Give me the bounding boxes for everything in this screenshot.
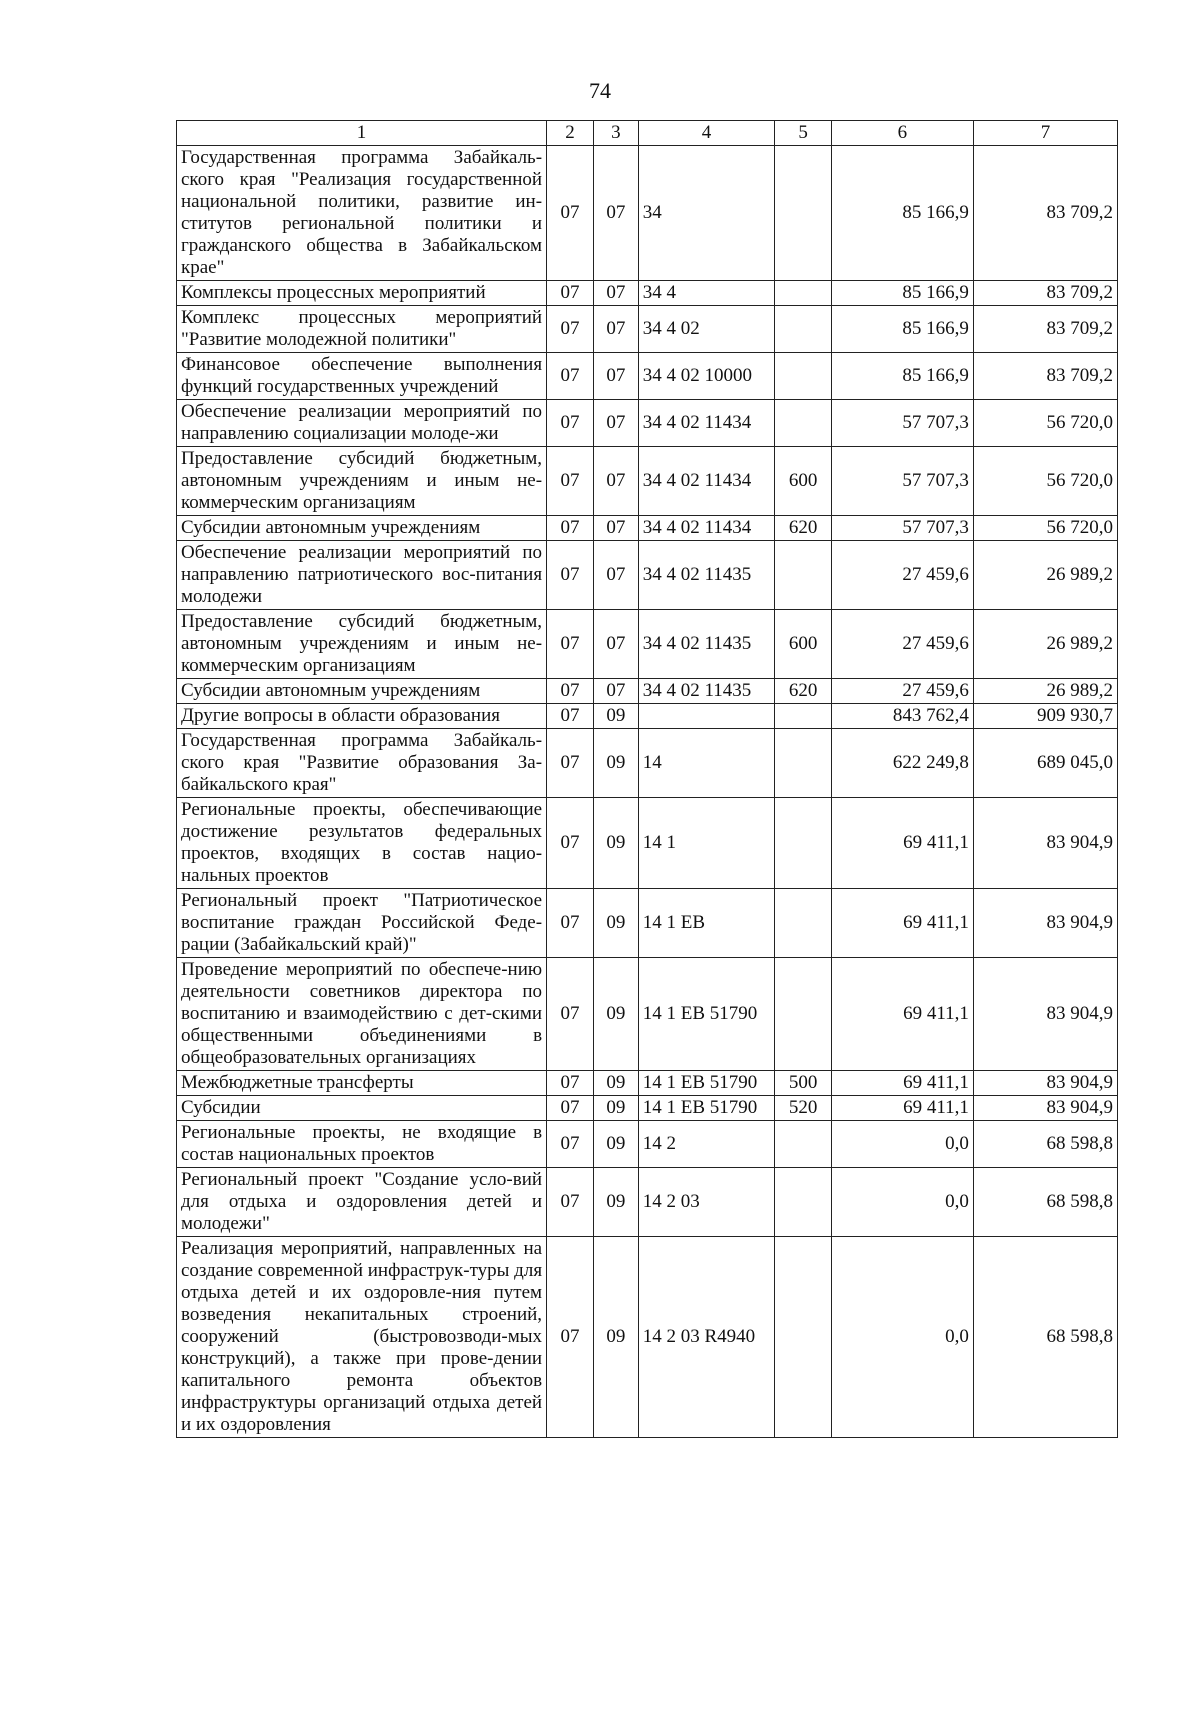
target-article-cell: 34 4 02 11435 bbox=[638, 610, 774, 679]
section-code-cell: 07 bbox=[547, 447, 594, 516]
row-name-cell: Региональный проект "Создание усло-вий для отдыха и оздоровления детей и молодежи" bbox=[177, 1168, 547, 1237]
amount-year2-cell: 83 709,2 bbox=[973, 353, 1117, 400]
amount-year1-cell: 622 249,8 bbox=[831, 729, 973, 798]
target-article-cell: 14 1 ЕВ 51790 bbox=[638, 1071, 774, 1096]
column-header: 4 bbox=[638, 121, 774, 146]
expense-type-cell bbox=[775, 1168, 832, 1237]
row-name-cell: Региональный проект "Патриотическое воспитание граждан Российской Феде-рации (Забайкальский край)" bbox=[177, 889, 547, 958]
row-name-cell: Государственная программа Забайкаль-ского края "Развитие образования За-байкальского края" bbox=[177, 729, 547, 798]
subsection-code-cell: 07 bbox=[594, 146, 639, 281]
expense-type-cell bbox=[775, 541, 832, 610]
target-article-cell: 14 1 ЕВ 51790 bbox=[638, 1096, 774, 1121]
expense-type-cell bbox=[775, 1237, 832, 1438]
row-name-cell: Финансовое обеспечение выполнения функций государственных учреждений bbox=[177, 353, 547, 400]
table-row bbox=[177, 447, 1118, 516]
amount-year1-cell: 85 166,9 bbox=[831, 281, 973, 306]
amount-year1-cell: 27 459,6 bbox=[831, 541, 973, 610]
subsection-code-cell: 07 bbox=[594, 541, 639, 610]
target-article-cell: 34 4 02 11435 bbox=[638, 679, 774, 704]
row-name-cell: Реализация мероприятий, направленных на создание современной инфраструк-туры для отдыха детей и их оздоровле-ния путем возведения некапитальных строений, сооружений (быстровозводи-мых конструкций), а также при прове-дении капитального ремонта объектов инфраструктуры организаций отдыха детей и их оздоровления bbox=[177, 1237, 547, 1438]
expense-type-cell: 600 bbox=[775, 610, 832, 679]
amount-year2-cell: 689 045,0 bbox=[973, 729, 1117, 798]
amount-year1-cell: 0,0 bbox=[831, 1168, 973, 1237]
row-name-cell: Обеспечение реализации мероприятий по направлению патриотического вос-питания молодежи bbox=[177, 541, 547, 610]
amount-year1-cell: 69 411,1 bbox=[831, 889, 973, 958]
target-article-cell: 34 4 02 11434 bbox=[638, 516, 774, 541]
section-code-cell: 07 bbox=[547, 1237, 594, 1438]
table-row bbox=[177, 306, 1118, 353]
table-row bbox=[177, 146, 1118, 281]
section-code-cell: 07 bbox=[547, 541, 594, 610]
amount-year2-cell: 68 598,8 bbox=[973, 1168, 1117, 1237]
table-row bbox=[177, 353, 1118, 400]
target-article-cell: 14 1 ЕВ 51790 bbox=[638, 958, 774, 1071]
amount-year2-cell: 56 720,0 bbox=[973, 447, 1117, 516]
subsection-code-cell: 09 bbox=[594, 1168, 639, 1237]
column-header: 3 bbox=[594, 121, 639, 146]
amount-year1-cell: 69 411,1 bbox=[831, 1096, 973, 1121]
row-name-cell: Субсидии автономным учреждениям bbox=[177, 679, 547, 704]
target-article-cell: 34 4 02 bbox=[638, 306, 774, 353]
amount-year2-cell: 909 930,7 bbox=[973, 704, 1117, 729]
table-row bbox=[177, 798, 1118, 889]
subsection-code-cell: 07 bbox=[594, 447, 639, 516]
expense-type-cell bbox=[775, 729, 832, 798]
amount-year2-cell: 68 598,8 bbox=[973, 1121, 1117, 1168]
subsection-code-cell: 09 bbox=[594, 1121, 639, 1168]
table-body bbox=[177, 146, 1118, 1438]
section-code-cell: 07 bbox=[547, 1096, 594, 1121]
target-article-cell: 14 2 03 bbox=[638, 1168, 774, 1237]
subsection-code-cell: 07 bbox=[594, 281, 639, 306]
row-name-cell: Комплексы процессных мероприятий bbox=[177, 281, 547, 306]
table-row bbox=[177, 516, 1118, 541]
amount-year2-cell: 83 904,9 bbox=[973, 798, 1117, 889]
expense-type-cell: 500 bbox=[775, 1071, 832, 1096]
table-row bbox=[177, 889, 1118, 958]
table-row bbox=[177, 400, 1118, 447]
column-header: 6 bbox=[831, 121, 973, 146]
table-row bbox=[177, 704, 1118, 729]
amount-year2-cell: 83 709,2 bbox=[973, 281, 1117, 306]
row-name-cell: Региональные проекты, обеспечивающие достижение результатов федеральных проектов, входящих в состав нацио-нальных проектов bbox=[177, 798, 547, 889]
amount-year1-cell: 843 762,4 bbox=[831, 704, 973, 729]
subsection-code-cell: 07 bbox=[594, 400, 639, 447]
amount-year2-cell: 83 904,9 bbox=[973, 889, 1117, 958]
amount-year2-cell: 26 989,2 bbox=[973, 541, 1117, 610]
expense-type-cell bbox=[775, 146, 832, 281]
section-code-cell: 07 bbox=[547, 679, 594, 704]
amount-year1-cell: 85 166,9 bbox=[831, 353, 973, 400]
section-code-cell: 07 bbox=[547, 400, 594, 447]
amount-year1-cell: 85 166,9 bbox=[831, 146, 973, 281]
amount-year2-cell: 56 720,0 bbox=[973, 516, 1117, 541]
amount-year2-cell: 83 904,9 bbox=[973, 1071, 1117, 1096]
target-article-cell: 14 bbox=[638, 729, 774, 798]
expense-type-cell bbox=[775, 798, 832, 889]
amount-year2-cell: 83 904,9 bbox=[973, 958, 1117, 1071]
amount-year2-cell: 83 709,2 bbox=[973, 146, 1117, 281]
expense-type-cell bbox=[775, 889, 832, 958]
table-row bbox=[177, 281, 1118, 306]
target-article-cell: 34 4 02 11435 bbox=[638, 541, 774, 610]
section-code-cell: 07 bbox=[547, 610, 594, 679]
section-code-cell: 07 bbox=[547, 889, 594, 958]
amount-year2-cell: 26 989,2 bbox=[973, 610, 1117, 679]
amount-year2-cell: 83 709,2 bbox=[973, 306, 1117, 353]
column-header: 1 bbox=[177, 121, 547, 146]
amount-year1-cell: 57 707,3 bbox=[831, 400, 973, 447]
expense-type-cell: 520 bbox=[775, 1096, 832, 1121]
section-code-cell: 07 bbox=[547, 353, 594, 400]
amount-year1-cell: 0,0 bbox=[831, 1237, 973, 1438]
amount-year1-cell: 69 411,1 bbox=[831, 958, 973, 1071]
table-row bbox=[177, 541, 1118, 610]
target-article-cell: 14 1 ЕВ bbox=[638, 889, 774, 958]
subsection-code-cell: 09 bbox=[594, 704, 639, 729]
row-name-cell: Комплекс процессных мероприятий "Развитие молодежной политики" bbox=[177, 306, 547, 353]
row-name-cell: Субсидии автономным учреждениям bbox=[177, 516, 547, 541]
table-row bbox=[177, 610, 1118, 679]
table-row bbox=[177, 679, 1118, 704]
subsection-code-cell: 09 bbox=[594, 1237, 639, 1438]
section-code-cell: 07 bbox=[547, 958, 594, 1071]
amount-year1-cell: 27 459,6 bbox=[831, 679, 973, 704]
expense-type-cell: 620 bbox=[775, 516, 832, 541]
table-row bbox=[177, 1096, 1118, 1121]
column-header: 5 bbox=[775, 121, 832, 146]
expense-type-cell bbox=[775, 400, 832, 447]
row-name-cell: Предоставление субсидий бюджетным, автономным учреждениям и иным не-коммерческим организациям bbox=[177, 447, 547, 516]
subsection-code-cell: 09 bbox=[594, 729, 639, 798]
table-row bbox=[177, 1168, 1118, 1237]
amount-year1-cell: 27 459,6 bbox=[831, 610, 973, 679]
expense-type-cell: 600 bbox=[775, 447, 832, 516]
section-code-cell: 07 bbox=[547, 1071, 594, 1096]
target-article-cell: 34 4 bbox=[638, 281, 774, 306]
target-article-cell: 34 4 02 11434 bbox=[638, 400, 774, 447]
row-name-cell: Государственная программа Забайкаль-ского края "Реализация государственной национальной политики, развитие ин-ститутов региональной политики и гражданского общества в Забайкальском крае" bbox=[177, 146, 547, 281]
expense-type-cell bbox=[775, 704, 832, 729]
target-article-cell: 34 bbox=[638, 146, 774, 281]
budget-table bbox=[176, 120, 1118, 1438]
column-header: 2 bbox=[547, 121, 594, 146]
subsection-code-cell: 07 bbox=[594, 610, 639, 679]
column-header: 7 bbox=[973, 121, 1117, 146]
subsection-code-cell: 07 bbox=[594, 353, 639, 400]
amount-year1-cell: 57 707,3 bbox=[831, 516, 973, 541]
table-row bbox=[177, 1071, 1118, 1096]
subsection-code-cell: 09 bbox=[594, 958, 639, 1071]
subsection-code-cell: 07 bbox=[594, 679, 639, 704]
row-name-cell: Субсидии bbox=[177, 1096, 547, 1121]
section-code-cell: 07 bbox=[547, 704, 594, 729]
page-number: 74 bbox=[589, 78, 611, 103]
row-name-cell: Региональные проекты, не входящие в состав национальных проектов bbox=[177, 1121, 547, 1168]
section-code-cell: 07 bbox=[547, 798, 594, 889]
table-row bbox=[177, 958, 1118, 1071]
expense-type-cell bbox=[775, 281, 832, 306]
section-code-cell: 07 bbox=[547, 516, 594, 541]
subsection-code-cell: 09 bbox=[594, 1071, 639, 1096]
section-code-cell: 07 bbox=[547, 146, 594, 281]
target-article-cell: 14 2 bbox=[638, 1121, 774, 1168]
amount-year2-cell: 68 598,8 bbox=[973, 1237, 1117, 1438]
row-name-cell: Обеспечение реализации мероприятий по направлению социализации молоде-жи bbox=[177, 400, 547, 447]
amount-year1-cell: 69 411,1 bbox=[831, 1071, 973, 1096]
subsection-code-cell: 09 bbox=[594, 889, 639, 958]
row-name-cell: Проведение мероприятий по обеспече-нию деятельности советников директора по воспитанию и взаимодействию с дет-скими общественными объединениями в общеобразовательных организациях bbox=[177, 958, 547, 1071]
amount-year1-cell: 57 707,3 bbox=[831, 447, 973, 516]
table-row bbox=[177, 1237, 1118, 1438]
target-article-cell bbox=[638, 704, 774, 729]
expense-type-cell bbox=[775, 353, 832, 400]
expense-type-cell bbox=[775, 958, 832, 1071]
subsection-code-cell: 07 bbox=[594, 306, 639, 353]
amount-year2-cell: 83 904,9 bbox=[973, 1096, 1117, 1121]
section-code-cell: 07 bbox=[547, 1168, 594, 1237]
subsection-code-cell: 07 bbox=[594, 516, 639, 541]
row-name-cell: Другие вопросы в области образования bbox=[177, 704, 547, 729]
target-article-cell: 34 4 02 11434 bbox=[638, 447, 774, 516]
section-code-cell: 07 bbox=[547, 729, 594, 798]
target-article-cell: 14 1 bbox=[638, 798, 774, 889]
expense-type-cell: 620 bbox=[775, 679, 832, 704]
section-code-cell: 07 bbox=[547, 1121, 594, 1168]
amount-year2-cell: 56 720,0 bbox=[973, 400, 1117, 447]
subsection-code-cell: 09 bbox=[594, 1096, 639, 1121]
table-row bbox=[177, 1121, 1118, 1168]
expense-type-cell bbox=[775, 1121, 832, 1168]
amount-year1-cell: 69 411,1 bbox=[831, 798, 973, 889]
row-name-cell: Межбюджетные трансферты bbox=[177, 1071, 547, 1096]
expense-type-cell bbox=[775, 306, 832, 353]
subsection-code-cell: 09 bbox=[594, 798, 639, 889]
amount-year1-cell: 0,0 bbox=[831, 1121, 973, 1168]
amount-year2-cell: 26 989,2 bbox=[973, 679, 1117, 704]
row-name-cell: Предоставление субсидий бюджетным, автономным учреждениям и иным не-коммерческим организациям bbox=[177, 610, 547, 679]
header-row bbox=[177, 121, 1118, 146]
section-code-cell: 07 bbox=[547, 306, 594, 353]
target-article-cell: 34 4 02 10000 bbox=[638, 353, 774, 400]
table-row bbox=[177, 729, 1118, 798]
target-article-cell: 14 2 03 R4940 bbox=[638, 1237, 774, 1438]
section-code-cell: 07 bbox=[547, 281, 594, 306]
amount-year1-cell: 85 166,9 bbox=[831, 306, 973, 353]
